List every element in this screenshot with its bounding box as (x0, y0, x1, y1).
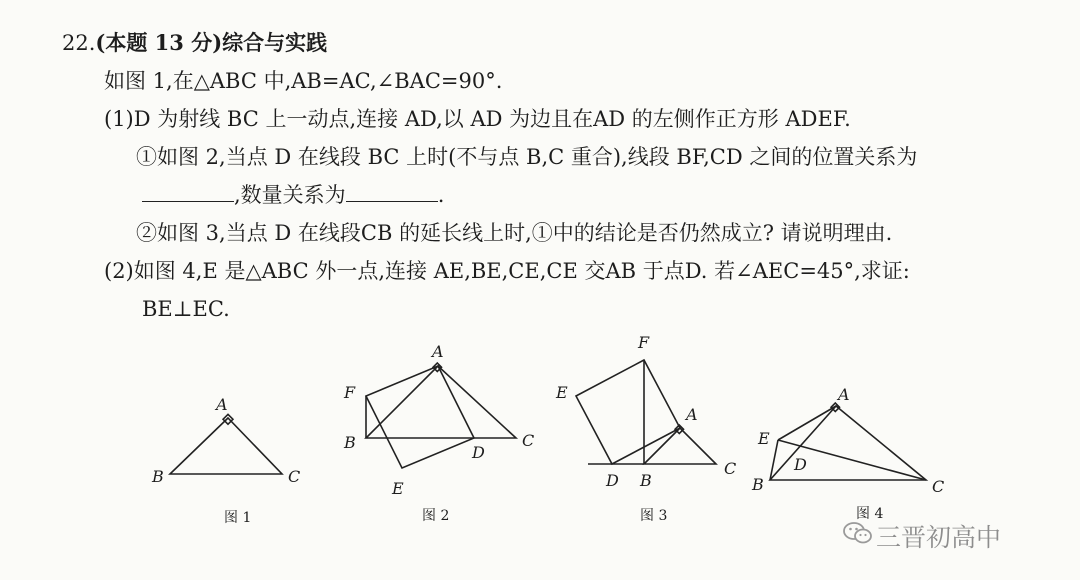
right-angle-mark (223, 414, 233, 424)
figure-2 (366, 363, 516, 468)
fig1-label-c: C (288, 467, 301, 486)
sub2-text: ②如图 3,当点 D 在线段CB 的延长线上时,①中的结论是否仍然成立? 请说明理由. (136, 221, 893, 245)
fig3-label-e: E (556, 383, 568, 402)
watermark-text: 三晋初高中 (876, 523, 1002, 552)
part2-conclusion: BE⊥EC. (142, 297, 230, 321)
fig1-label-b: B (152, 467, 164, 486)
fig1-label-a: A (216, 395, 228, 414)
square-adef (576, 360, 680, 464)
fig3-label-f: F (638, 333, 650, 352)
sub1-mid-text: ,数量关系为 (234, 183, 346, 207)
wechat-icon (842, 520, 874, 546)
fig4-label-c: C (932, 477, 945, 496)
part2-text: (2)如图 4,E 是△ABC 外一点,连接 AE,BE,CE,CE 交AB 于点D. 若∠AEC=45°,求证: (104, 259, 910, 283)
fig2-label-a: A (432, 342, 444, 361)
question-title: (本题 13 分)综合与实践 (95, 30, 328, 55)
fig1-caption: 图 1 (224, 510, 252, 526)
sub1-end-text: . (437, 183, 445, 207)
fig2-label-f: F (344, 383, 356, 402)
fig3-label-d: D (606, 471, 619, 490)
triangle-abc (170, 418, 282, 474)
fig3-label-b: B (640, 471, 652, 490)
fig2-caption: 图 2 (422, 508, 450, 524)
fig4-label-e: E (758, 429, 770, 448)
fig3-caption: 图 3 (640, 508, 668, 524)
fig2-label-c: C (522, 431, 535, 450)
fig4-label-d: D (794, 455, 807, 474)
fig4-label-a: A (838, 385, 850, 404)
question-number: 22. (62, 31, 96, 55)
part1-text: (1)D 为射线 BC 上一动点,连接 AD,以 AD 为边且在AD 的左侧作正方形 ADEF. (104, 107, 851, 131)
figure-1 (170, 414, 282, 474)
fig2-label-d: D (472, 443, 485, 462)
triangle-abc (366, 366, 516, 438)
fig4-caption: 图 4 (856, 506, 884, 522)
fig2-label-b: B (344, 433, 356, 452)
segment-ae (778, 406, 836, 440)
sub1-text: ①如图 2,当点 D 在线段 BC 上时(不与点 B,C 重合),线段 BF,CD 之间的位置关系为 (136, 145, 918, 169)
fig3-label-c: C (724, 459, 737, 478)
fig2-label-e: E (392, 479, 404, 498)
segment-be (770, 440, 778, 480)
fig3-label-a: A (686, 405, 698, 424)
intro-text: 如图 1,在△ABC 中,AB=AC,∠BAC=90°. (104, 69, 503, 93)
square-adef (366, 366, 474, 468)
fig4-label-b: B (752, 475, 764, 494)
